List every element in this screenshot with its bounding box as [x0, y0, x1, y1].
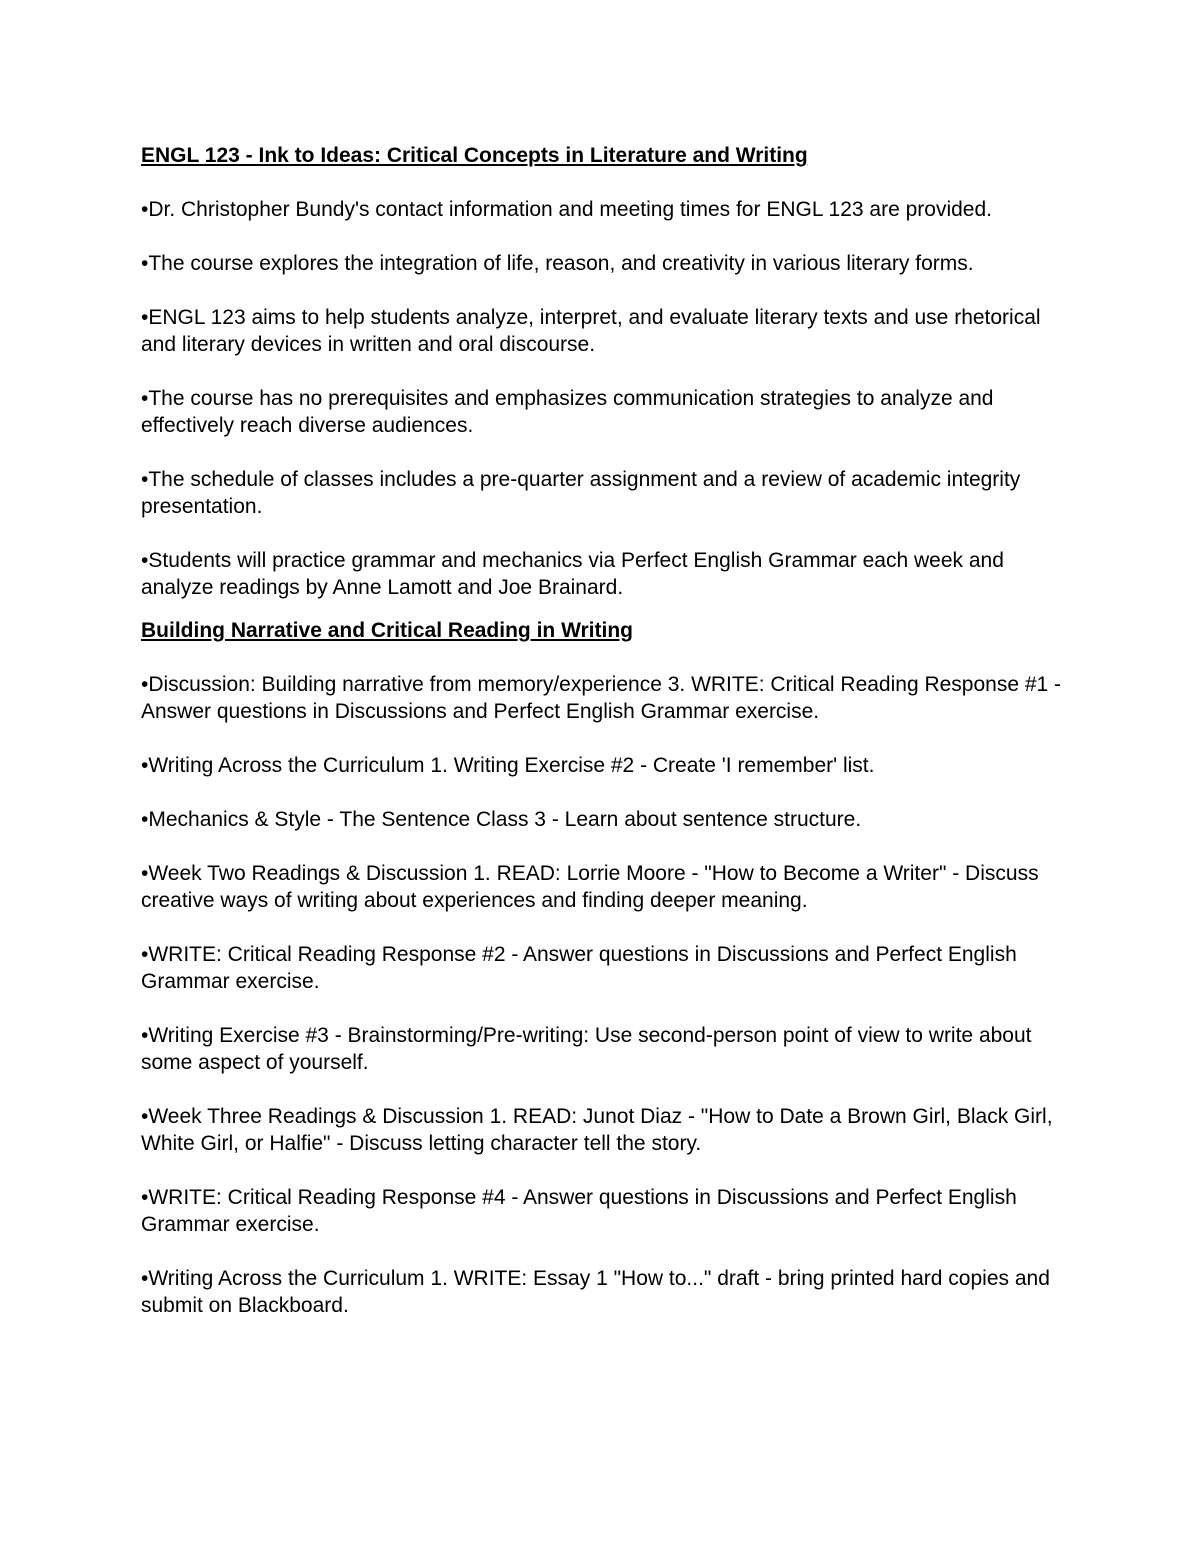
bullet-item: •WRITE: Critical Reading Response #2 - Answer questions in Discussions and Perfect English Grammar exercise. — [141, 943, 1017, 993]
course-overview-section — [141, 142, 1066, 601]
bullet-item: •Students will practice grammar and mechanics via Perfect English Grammar each week and analyze readings by Anne Lamott and Joe Brainard. — [141, 549, 1004, 599]
bullet-item: •The course explores the integration of life, reason, and creativity in various literary forms. — [141, 252, 974, 275]
bullet-item: •The schedule of classes includes a pre-quarter assignment and a review of academic integrity presentation. — [141, 468, 1021, 518]
bullet-item: •Mechanics & Style - The Sentence Class 3 - Learn about sentence structure. — [141, 808, 862, 831]
bullet-item: •Writing Exercise #3 - Brainstorming/Pre-writing: Use second-person point of view to write about some aspect of yourself. — [141, 1024, 1032, 1074]
bullet-item: •Writing Across the Curriculum 1. Writing Exercise #2 - Create 'I remember' list. — [141, 754, 875, 777]
bullet-item: •Discussion: Building narrative from memory/experience 3. WRITE: Critical Reading Response #1 - Answer questions in Discussions and Perfect English Grammar exercise. — [141, 673, 1062, 723]
bullet-item: •Week Two Readings & Discussion 1. READ: Lorrie Moore - "How to Become a Writer" - Discuss creative ways of writing about experiences and finding deeper meaning. — [141, 862, 1039, 912]
bullet-item: •The course has no prerequisites and emphasizes communication strategies to analyze and effectively reach diverse audiences. — [141, 387, 994, 437]
bullet-item: •Writing Across the Curriculum 1. WRITE: Essay 1 "How to..." draft - bring printed hard copies and submit on Blackboard. — [141, 1267, 1050, 1317]
section-heading: Building Narrative and Critical Reading in Writing — [141, 619, 634, 642]
bullet-item: •ENGL 123 aims to help students analyze, interpret, and evaluate literary texts and use rhetorical and literary devices in written and oral discourse. — [141, 306, 1041, 356]
document-page — [141, 142, 1066, 1319]
course-title-heading: ENGL 123 - Ink to Ideas: Critical Concepts in Literature and Writing — [141, 144, 808, 167]
bullet-item: •WRITE: Critical Reading Response #4 - Answer questions in Discussions and Perfect English Grammar exercise. — [141, 1186, 1017, 1236]
bullet-item: •Week Three Readings & Discussion 1. READ: Junot Diaz - "How to Date a Brown Girl, Black Girl, White Girl, or Halfie" - Discuss letting character tell the story. — [141, 1105, 1053, 1155]
narrative-section — [141, 617, 1066, 1319]
bullet-item: •Dr. Christopher Bundy's contact information and meeting times for ENGL 123 are provided. — [141, 198, 993, 221]
